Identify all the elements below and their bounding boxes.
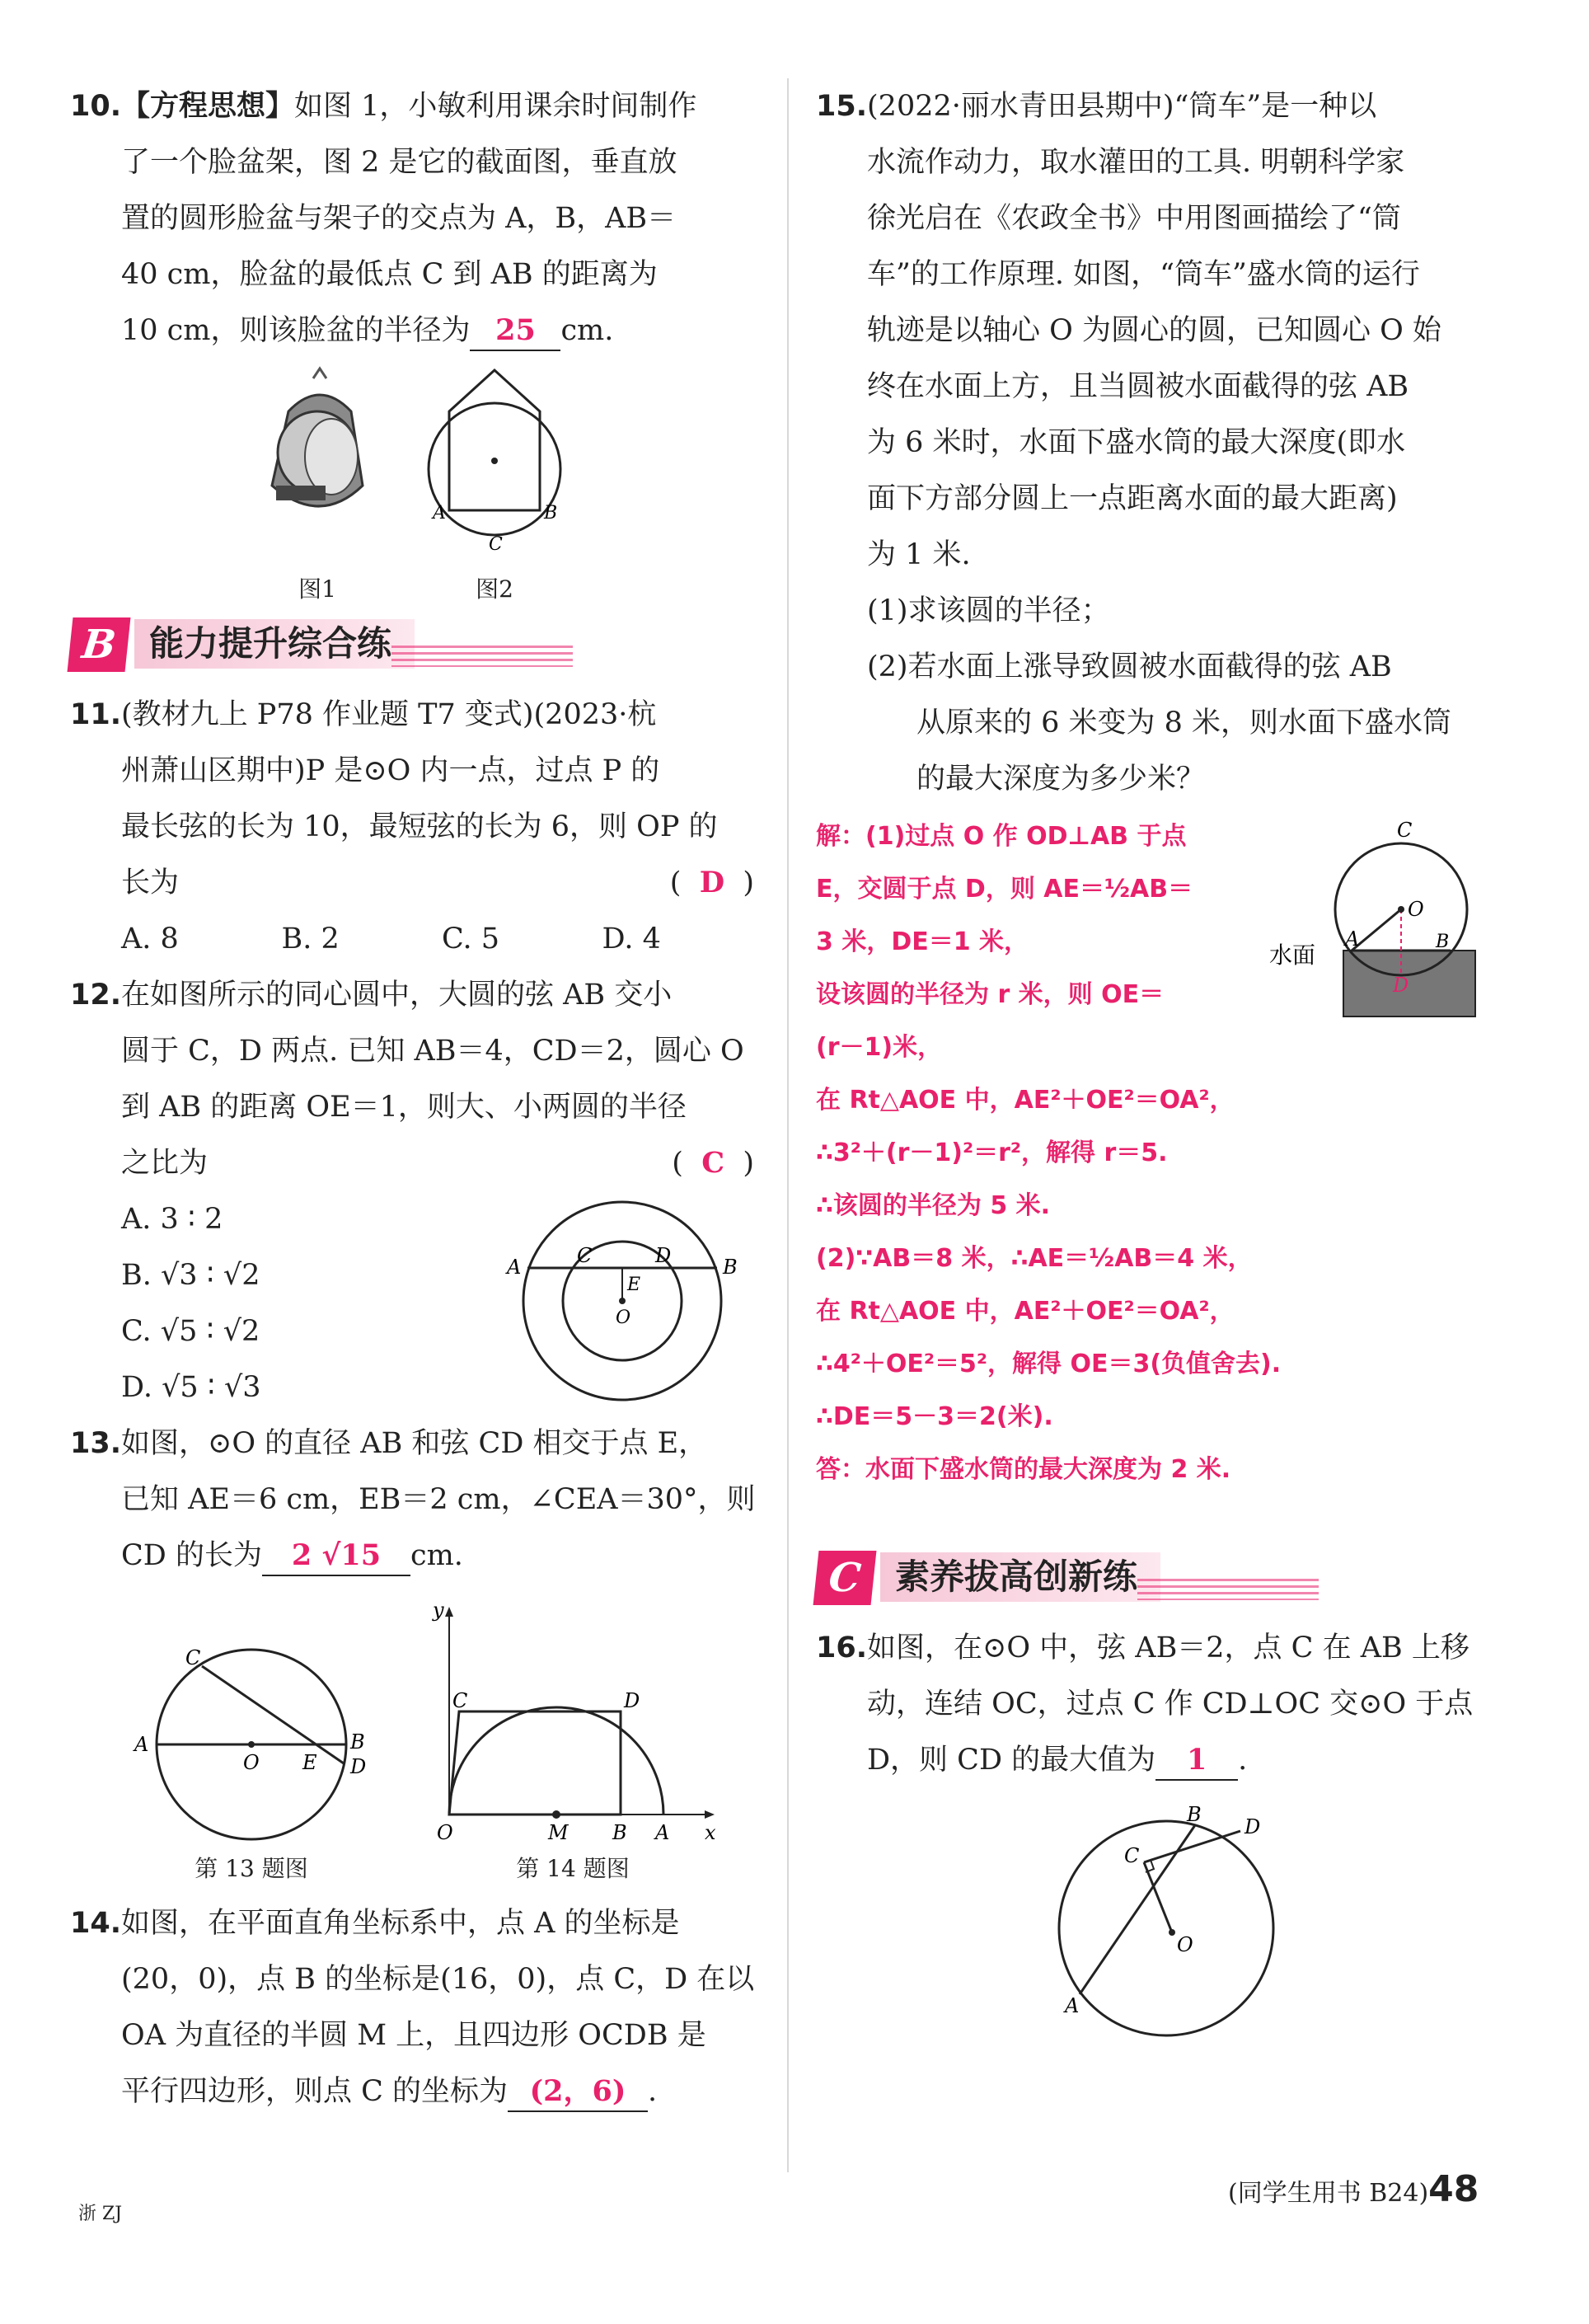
text-line: 州萧山区期中)P 是⊙O 内一点，过点 P 的 xyxy=(121,754,660,787)
point-label: D xyxy=(624,1689,640,1712)
solution-line: 解：(1)过点 O 作 OD⊥AB 于点 xyxy=(816,822,1187,851)
washbasin-cross-section xyxy=(412,362,577,568)
text-line: 为 6 米时，水面下盛水筒的最大深度(即水 xyxy=(867,426,1406,459)
option: C. √5 ∶ √2 xyxy=(121,1315,260,1348)
question-number: 13. xyxy=(70,1427,122,1460)
section-badge: B xyxy=(68,617,131,672)
text-line: 之比为 xyxy=(121,1147,209,1180)
question-number: 11. xyxy=(70,698,122,731)
point-label: B xyxy=(612,1821,627,1844)
point-label: D xyxy=(655,1244,672,1267)
question-10 xyxy=(70,78,762,604)
section-decoration xyxy=(391,646,573,667)
q14-figure xyxy=(424,1600,721,1884)
text-line: 了一个脸盆架，图 2 是它的截面图，垂直放 xyxy=(121,146,677,179)
text-line: 面下方部分圆上一点距离水面的最大距离) xyxy=(867,482,1398,515)
point-label: B xyxy=(1187,1803,1202,1826)
water-wheel-figure xyxy=(1261,810,1492,1033)
text-line: 已知 AE＝6 cm，EB＝2 cm，∠CEA＝30°，则 xyxy=(121,1483,756,1516)
text-line: . xyxy=(648,2075,658,2108)
text-line: 水流作动力，取水灌田的工具. 明朝科学家 xyxy=(867,146,1405,179)
question-number: 16. xyxy=(816,1631,868,1664)
text-line: 徐光启在《农政全书》中用图画描绘了“筒 xyxy=(867,202,1401,235)
q13-figure xyxy=(111,1641,391,1884)
question-11 xyxy=(70,687,762,967)
point-label: B xyxy=(544,503,558,523)
answer-blank: 1 xyxy=(1155,1741,1238,1781)
section-decoration xyxy=(1137,1579,1319,1600)
point-label: O xyxy=(616,1308,631,1328)
question-12 xyxy=(70,967,762,1416)
question-16 xyxy=(816,1620,1500,2055)
point-label: A xyxy=(507,1256,522,1279)
text-line: 如图 1，小敏利用课余时间制作 xyxy=(294,90,697,123)
footer-page xyxy=(1228,2168,1479,2210)
point-label: C xyxy=(1124,1844,1140,1867)
text-line: 如图，在平面直角坐标系中，点 A 的坐标是 xyxy=(121,1907,680,1940)
answer-blank: (2，6) xyxy=(508,2073,648,2112)
left-column xyxy=(70,78,762,2120)
footer-reference: (同学生用书 B24) xyxy=(1228,2179,1429,2208)
paren: ) xyxy=(743,866,754,899)
option: B. 2 xyxy=(281,923,340,955)
point-label: B xyxy=(1436,932,1450,952)
text-line: (20，0)，点 B 的坐标是(16，0)，点 C，D 在以 xyxy=(121,1963,755,1996)
text-line: 为 1 米. xyxy=(867,538,971,571)
answer-choice: C xyxy=(701,1146,725,1180)
answer-choice: D xyxy=(699,866,725,899)
figure-caption: 第 14 题图 xyxy=(516,1855,630,1882)
solution-block xyxy=(816,810,1500,1496)
footer-edition: 浙 ZJ xyxy=(78,2204,123,2224)
point-label: D xyxy=(1244,1815,1261,1838)
figure-1-caption: 图1 xyxy=(298,575,336,603)
section-badge: C xyxy=(813,1551,877,1605)
q13-q14-figures xyxy=(111,1600,762,1884)
sub-question-1: (1)求该圆的半径； xyxy=(867,594,1110,627)
question-13 xyxy=(70,1416,762,1584)
question-number: 12. xyxy=(70,979,122,1012)
q10-figures xyxy=(255,365,762,604)
option: A. 8 xyxy=(121,923,179,955)
figure-1 xyxy=(255,362,379,604)
figure-caption: 第 13 题图 xyxy=(195,1855,308,1882)
option: B. √3 ∶ √2 xyxy=(121,1259,260,1292)
point-label: E xyxy=(302,1751,317,1774)
solution-line: 在 Rt△AOE 中，AE²＋OE²＝OA²， xyxy=(816,1297,1235,1326)
text-line: 圆于 C，D 两点. 已知 AB＝4，CD＝2，圆心 O xyxy=(121,1035,744,1068)
question-number: 14. xyxy=(70,1907,122,1940)
point-label: O xyxy=(243,1751,260,1774)
figure-2-caption: 图2 xyxy=(476,575,513,603)
page-number: 48 xyxy=(1428,2168,1479,2210)
point-label: E xyxy=(1404,932,1418,952)
point-label: O xyxy=(437,1821,453,1844)
solution-line: ∴该圆的半径为 5 米. xyxy=(816,1191,1051,1220)
text-line: (教材九上 P78 作业题 T7 变式)(2023·杭 xyxy=(121,698,657,731)
solution-line: 设该圆的半径为 r 米，则 OE＝ xyxy=(816,980,1165,1009)
solution-line: (r－1)米， xyxy=(816,1033,943,1062)
section-title: 素养拔高创新练 xyxy=(880,1552,1160,1602)
point-label: C xyxy=(452,1689,468,1712)
axis-label: x xyxy=(705,1821,716,1844)
point-label: B xyxy=(723,1256,738,1279)
sub-question-2: (2)若水面上涨导致圆被水面截得的弦 AB xyxy=(867,650,1392,683)
point-label: C xyxy=(489,534,503,555)
text-line: D，则 CD 的最大值为 xyxy=(867,1744,1156,1777)
point-label: O xyxy=(1177,1933,1193,1956)
text-line: 平行四边形，则点 C 的坐标为 xyxy=(121,2075,509,2108)
option: D. √5 ∶ √3 xyxy=(121,1371,261,1404)
option: A. 3 ∶ 2 xyxy=(121,1203,223,1236)
paren: ( xyxy=(669,866,682,899)
solution-line: E，交圆于点 D，则 AE＝½AB＝ xyxy=(816,875,1193,904)
chord-max-figure xyxy=(1038,1796,1286,2052)
text-line: 如图，⊙O 的直径 AB 和弦 CD 相交于点 E， xyxy=(121,1427,708,1460)
washbasin-photo xyxy=(255,362,379,568)
text-line: 如图，在⊙O 中，弦 AB＝2，点 C 在 AB 上移 xyxy=(867,1631,1469,1664)
text-line: 动，连结 OC，过点 C 作 CD⊥OC 交⊙O 于点 xyxy=(867,1688,1474,1721)
text-line: 在如图所示的同心圆中，大圆的弦 AB 交小 xyxy=(121,979,673,1012)
text-line: 轨迹是以轴心 O 为圆心的圆，已知圆心 O 始 xyxy=(867,314,1441,347)
text-line: CD 的长为 xyxy=(121,1539,262,1572)
point-label: C xyxy=(577,1244,593,1267)
point-label: A xyxy=(1065,1994,1080,2017)
text-line: 终在水面上方，且当圆被水面截得的弦 AB xyxy=(867,370,1409,403)
column-divider xyxy=(787,78,789,2172)
solution-line: 3 米，DE＝1 米， xyxy=(816,927,1029,956)
text-line: OA 为直径的半圆 M 上，且四边形 OCDB 是 xyxy=(121,2019,706,2052)
text-line: 40 cm，脸盆的最低点 C 到 AB 的距离为 xyxy=(121,258,658,291)
question-15 xyxy=(816,78,1500,1496)
point-label: B xyxy=(350,1730,365,1754)
figure-2 xyxy=(412,362,577,604)
solution-line: 在 Rt△AOE 中，AE²＋OE²＝OA²， xyxy=(816,1086,1235,1115)
options xyxy=(70,911,762,967)
text-line: 从原来的 6 米变为 8 米，则水面下盛水筒 xyxy=(916,707,1452,739)
point-label: A xyxy=(1345,927,1360,951)
semicircle-coordinate-figure xyxy=(424,1600,721,1847)
point-label: D xyxy=(1393,974,1409,997)
text-line: cm. xyxy=(410,1539,463,1572)
answer-blank: 2 √15 xyxy=(262,1537,410,1576)
answer-blank: 25 xyxy=(470,312,560,351)
text-line: 车”的工作原理. 如图，“筒车”盛水筒的运行 xyxy=(867,258,1420,291)
point-label: C xyxy=(185,1646,201,1669)
axis-label: y xyxy=(433,1600,444,1622)
point-label: D xyxy=(350,1755,367,1778)
section-title: 能力提升综合练 xyxy=(134,619,415,669)
point-label: E xyxy=(627,1275,641,1295)
paren: ) xyxy=(743,1147,754,1180)
question-14 xyxy=(70,1895,762,2120)
solution-line: ∴DE＝5－3＝2(米). xyxy=(816,1402,1053,1431)
text-line: 的最大深度为多少米？ xyxy=(916,763,1206,796)
text-line: 到 AB 的距离 OE＝1，则大、小两圆的半径 xyxy=(121,1091,687,1124)
concentric-circles-figure xyxy=(499,1190,746,1412)
question-number: 10. xyxy=(70,90,122,123)
text-line: 最长弦的长为 10，最短弦的长为 6，则 OP 的 xyxy=(121,810,718,843)
solution-line: (2)∵AB＝8 米，∴AE＝½AB＝4 米， xyxy=(816,1244,1253,1273)
text-line: cm. xyxy=(560,314,614,347)
solution-line: ∴4²＋OE²＝5²，解得 OE＝3(负值舍去). xyxy=(816,1350,1282,1378)
point-label: O xyxy=(1408,898,1424,921)
solution-line: ∴3²＋(r－1)²＝r²，解得 r＝5. xyxy=(816,1139,1168,1167)
text-line: 10 cm，则该脸盆的半径为 xyxy=(121,314,471,347)
point-label: M xyxy=(548,1821,569,1844)
option: C. 5 xyxy=(442,923,500,955)
option: D. 4 xyxy=(602,923,661,955)
circle-chord-figure xyxy=(111,1641,391,1847)
right-column xyxy=(816,78,1500,2055)
paren: ( xyxy=(672,1147,683,1180)
point-label: A xyxy=(655,1821,670,1844)
text-line: (2022·丽水青田县期中)“筒车”是一种以 xyxy=(867,90,1377,123)
text-line: 置的圆形脸盆与架子的交点为 A，B，AB＝ xyxy=(121,202,677,235)
question-tag: 【方程思想】 xyxy=(121,90,295,123)
section-b-header xyxy=(70,613,762,682)
point-label: C xyxy=(1397,819,1413,842)
solution-line: 答：水面下盛水筒的最大深度为 2 米. xyxy=(816,1455,1231,1484)
text-line: . xyxy=(1238,1744,1248,1777)
point-label: A xyxy=(433,503,446,523)
section-c-header xyxy=(816,1546,1500,1615)
question-number: 15. xyxy=(816,90,868,123)
point-label: A xyxy=(134,1733,149,1756)
water-surface-label: 水面 xyxy=(1269,941,1316,969)
text-line: 长为 xyxy=(121,866,180,899)
